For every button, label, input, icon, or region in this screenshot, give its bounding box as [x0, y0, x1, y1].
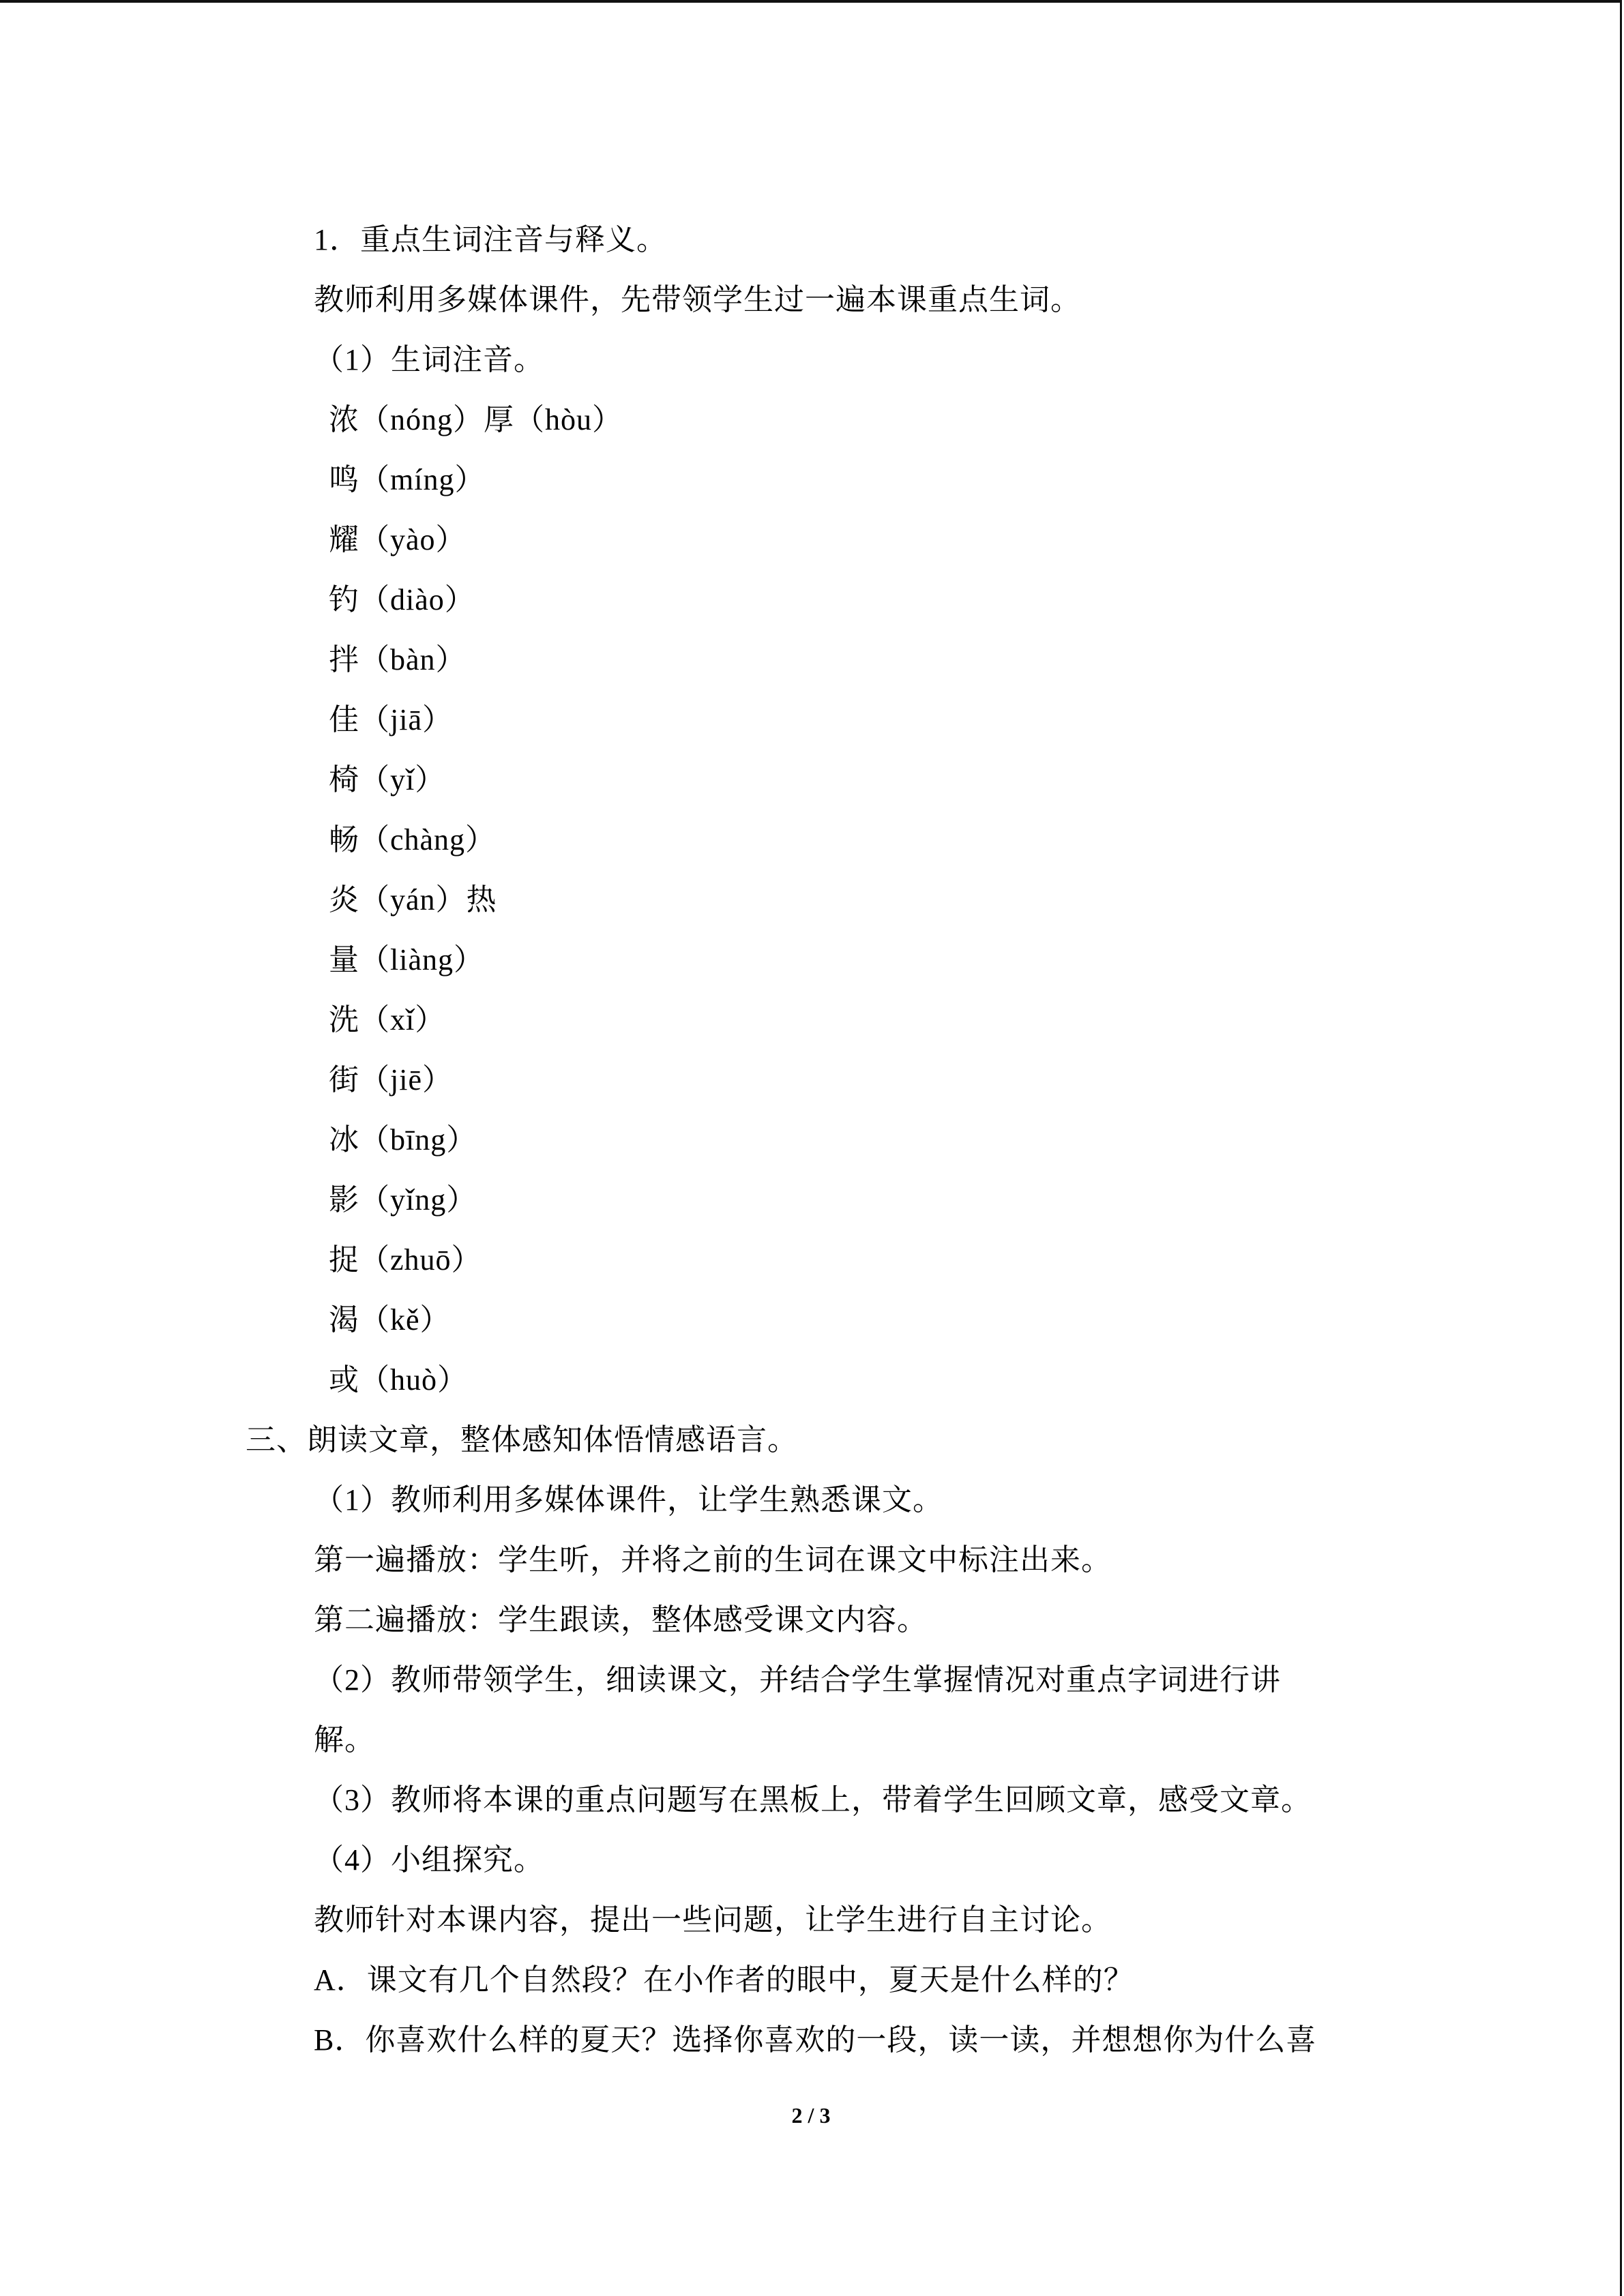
section-heading-reading: 三、朗读文章，整体感知体悟情感语言。 — [246, 1423, 798, 1457]
paragraph-first-play: 第一遍播放：学生听，并将之前的生词在课文中标注出来。 — [314, 1543, 1112, 1577]
vocab-item: 渴（kě） — [329, 1303, 451, 1337]
vocab-item: 冰（bīng） — [329, 1123, 477, 1157]
paragraph-teacher-intro: 教师利用多媒体课件，先带领学生过一遍本课重点生词。 — [314, 283, 1081, 316]
vocab-item: 炎（yán）热 — [329, 883, 497, 916]
subheading-vocab-pinyin: （1）生词注音。 — [314, 343, 544, 376]
vocab-item: 浓（nóng）厚（hòu） — [329, 403, 623, 436]
question-b: B．你喜欢什么样的夏天？选择你喜欢的一段，读一读，并想想你为什么喜 — [314, 2023, 1317, 2057]
vocab-item: 拌（bàn） — [329, 643, 467, 676]
question-a: A．课文有几个自然段？在小作者的眼中，夏天是什么样的？ — [314, 1963, 1134, 1997]
heading-key-vocabulary: 1．重点生词注音与释义。 — [314, 223, 667, 256]
vocab-item: 或（huò） — [329, 1363, 468, 1397]
step-4: （4）小组探究。 — [314, 1843, 544, 1877]
paragraph-second-play: 第二遍播放：学生跟读，整体感受课文内容。 — [314, 1603, 928, 1637]
vocab-item: 佳（jiā） — [329, 703, 453, 736]
vocab-item: 街（jiē） — [329, 1063, 453, 1097]
vocab-item: 钓（diào） — [329, 583, 475, 616]
vocab-item: 捉（zhuō） — [329, 1243, 482, 1277]
vocab-item: 畅（chàng） — [329, 823, 497, 856]
vocab-item: 洗（xǐ） — [329, 1003, 446, 1037]
step-2-continuation: 解。 — [314, 1723, 375, 1757]
step-3: （3）教师将本课的重点问题写在黑板上，带着学生回顾文章，感受文章。 — [314, 1783, 1312, 1817]
vocab-item: 量（liàng） — [329, 943, 484, 976]
vocab-item: 耀（yào） — [329, 523, 467, 556]
step-2: （2）教师带领学生，细读课文，并结合学生掌握情况对重点字词进行讲 — [314, 1663, 1281, 1697]
paragraph-group-discussion: 教师针对本课内容，提出一些问题，让学生进行自主讨论。 — [314, 1903, 1112, 1937]
vocab-item: 影（yǐng） — [329, 1183, 477, 1217]
vocab-item: 鸣（míng） — [329, 463, 486, 496]
step-1: （1）教师利用多媒体课件，让学生熟悉课文。 — [314, 1483, 943, 1517]
vocab-item: 椅（yǐ） — [329, 763, 446, 796]
page-number: 2 / 3 — [791, 2103, 831, 2128]
